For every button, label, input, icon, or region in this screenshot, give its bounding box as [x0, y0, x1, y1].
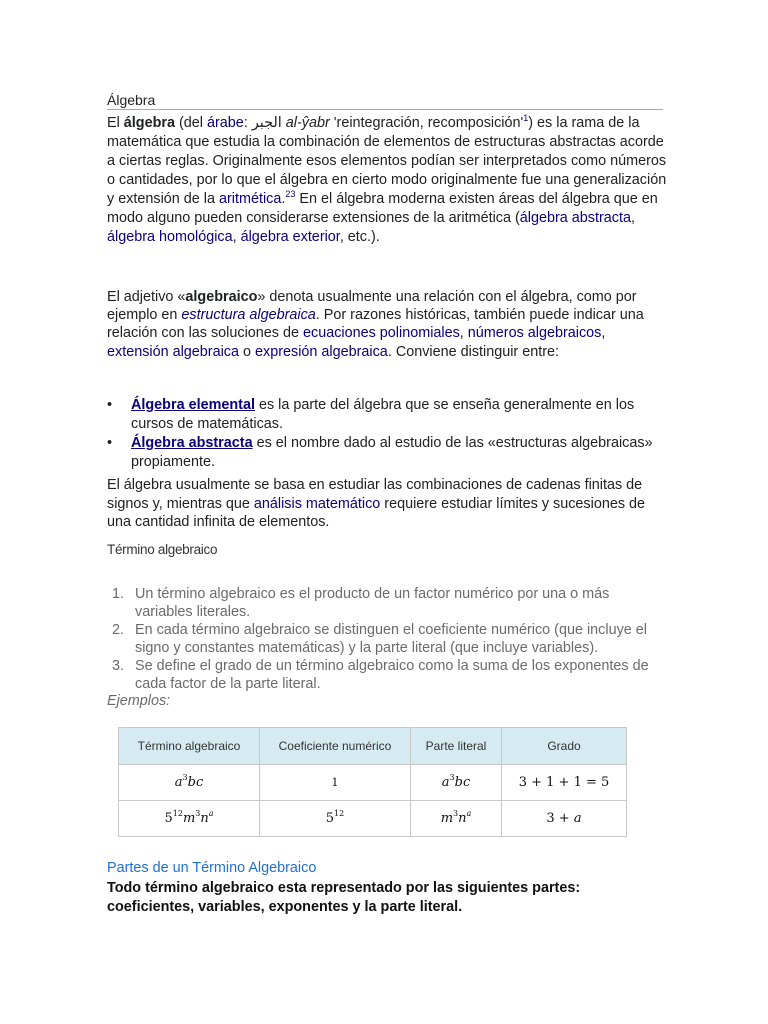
link-algebra-homologica[interactable]: álgebra homológica	[107, 229, 233, 245]
link-analisis-matematico[interactable]: análisis matemático	[253, 495, 381, 512]
examples-table	[118, 727, 627, 837]
link-arabe[interactable]: árabe	[207, 115, 244, 131]
table-row	[119, 801, 627, 837]
link-algebra-elemental[interactable]: Álgebra elemental	[131, 397, 255, 413]
table-cell-literal: $a^3bc$	[411, 765, 502, 801]
adjective-paragraph	[107, 288, 667, 361]
intro-text: 'reintegración, recomposición'	[329, 115, 524, 131]
table-header-cell: Término algebraico	[119, 728, 260, 765]
item-text: En cada término algebraico se distinguen el coeficiente numérico (que incluye el signo y constantes matemáticas) y la parte literal (que incluye variables).	[135, 622, 647, 656]
bullet-text: es el nombre dado al estudio de las «estructuras algebraicas» propiamente.	[131, 435, 653, 470]
intro-text: (del	[175, 115, 207, 131]
analysis-paragraph	[107, 476, 667, 532]
list-item	[107, 657, 667, 693]
bullet-icon: •	[107, 397, 113, 413]
table-cell-coefficient: $5^{12}$	[260, 801, 411, 837]
arabic-word: الجبر	[251, 115, 282, 131]
table-row	[119, 765, 627, 801]
separator: ,	[631, 210, 635, 226]
separator: ,	[232, 229, 241, 245]
table-cell-term: $5^{12}m^3n^a$	[119, 801, 260, 837]
adjective-text: . Por razones históricas, también puede indicar una relación con las soluciones de	[107, 307, 644, 342]
link-ecuaciones-polinomiales[interactable]: ecuaciones polinomiales	[303, 325, 460, 342]
separator: ,	[601, 325, 606, 342]
list-item	[107, 434, 667, 472]
adjective-text: El adjetivo «	[107, 289, 186, 305]
intro-text: El	[107, 115, 124, 131]
link-algebra-abstracta-bullet[interactable]: Álgebra abstracta	[131, 435, 253, 451]
link-algebra-exterior[interactable]: álgebra exterior	[240, 229, 340, 245]
item-text: Se define el grado de un término algebraico como la suma de los exponentes de cada factor de la parte literal.	[135, 658, 649, 692]
link-estructura-algebraica[interactable]: estructura algebraica	[181, 307, 316, 324]
table-cell-literal: $m^3n^a$	[411, 801, 502, 837]
intro-text: :	[243, 115, 252, 131]
intro-text: , etc.).	[339, 229, 380, 245]
adjective-text: » denota usualmente una relación con el álgebra, como por ejemplo en	[107, 289, 637, 324]
link-expresion-algebraica[interactable]: expresión algebraica	[255, 343, 388, 360]
separator: o	[239, 343, 256, 360]
adjective-bold-term: algebraico	[185, 289, 258, 305]
bullet-list	[107, 396, 667, 472]
link-extension-algebraica[interactable]: extensión algebraica	[107, 343, 240, 360]
item-number: 2.	[112, 622, 125, 638]
ordered-list	[107, 585, 667, 693]
table-header-cell: Grado	[502, 728, 627, 765]
examples-label: Ejemplos:	[107, 693, 171, 709]
item-number: 3.	[112, 658, 125, 674]
section-subheading: Término algebraico	[107, 542, 218, 557]
section-title-partes: Partes de un Término Algebraico	[107, 860, 317, 876]
footnote-ref-23[interactable]: 23	[285, 189, 296, 199]
intro-text: En el álgebra moderna existen áreas del álgebra que en modo alguno pueden considerarse extensiones de la aritmética (	[107, 191, 658, 226]
item-text: Un término algebraico es el producto de un factor numérico por una o más variables literales.	[135, 586, 610, 620]
list-item	[107, 396, 667, 434]
bullet-text: es la parte del álgebra que se enseña generalmente en los cursos de matemáticas.	[131, 397, 635, 432]
analysis-text: El álgebra usualmente se basa en estudiar las combinaciones de cadenas finitas de signos y, mientras que	[107, 477, 643, 512]
analysis-text: requiere estudiar límites y sucesiones de una cantidad infinita de elementos.	[107, 495, 646, 530]
table-cell-coefficient: 1	[260, 765, 411, 801]
intro-paragraph: El álgebra (del árabe: الجبر al-ŷabr 'reintegración, $recomposición'^1$) es la rama de la matemática que estudia la combinación de elementos de estructuras abstractas acorde a ciertas reglas. Originalmente esos elementos podían ser interpretados como números o cantidades, por lo que el álgebra en cierto modo originalmente fue una generalización y extensión de la aritmética.$^{23}$ En el álgebra moderna existen áreas del álgebra que en modo alguno pueden considerarse extensiones de la aritmética (álgebra abstracta, álgebra homológica, álgebra exterior, etc.).	[107, 113, 667, 245]
item-number: 1.	[112, 586, 125, 602]
table-header-cell: Parte literal	[411, 728, 502, 765]
transliteration: al-ŷabr	[285, 115, 330, 131]
table-cell-term: $a^3bc$	[119, 765, 260, 801]
table-header-cell: Coeficiente numérico	[260, 728, 411, 765]
link-numeros-algebraicos[interactable]: números algebraicos	[467, 325, 602, 342]
intro-bold-term: álgebra	[123, 115, 175, 131]
footnote-ref-1[interactable]: 1	[523, 113, 529, 123]
partes-paragraph: Todo término algebraico esta representado por las siguientes partes: coeficientes, variables, exponentes y la parte literal.	[107, 880, 581, 915]
page-title: Álgebra	[107, 92, 663, 110]
table-cell-degree: 3 + 1 + 1 = 5	[502, 765, 627, 801]
link-aritmetica[interactable]: aritmética	[219, 191, 282, 207]
adjective-text: . Conviene distinguir entre:	[387, 343, 560, 360]
bullet-icon: •	[107, 435, 113, 451]
list-item	[107, 585, 667, 621]
list-item	[107, 621, 667, 657]
separator: ,	[459, 325, 468, 342]
table-header-row	[119, 728, 627, 765]
link-algebra-abstracta[interactable]: álgebra abstracta	[519, 210, 631, 226]
intro-text: ) es la rama de la matemática que estudia la combinación de elementos de estructuras abstractas acorde a ciertas reglas. Originalmente esos elementos podían ser interpretados como números o cantidades, por lo que el álgebra en cierto modo originalmente fue una generalización y extensión de la	[107, 115, 667, 207]
table-cell-degree: 3 + a	[502, 801, 627, 837]
